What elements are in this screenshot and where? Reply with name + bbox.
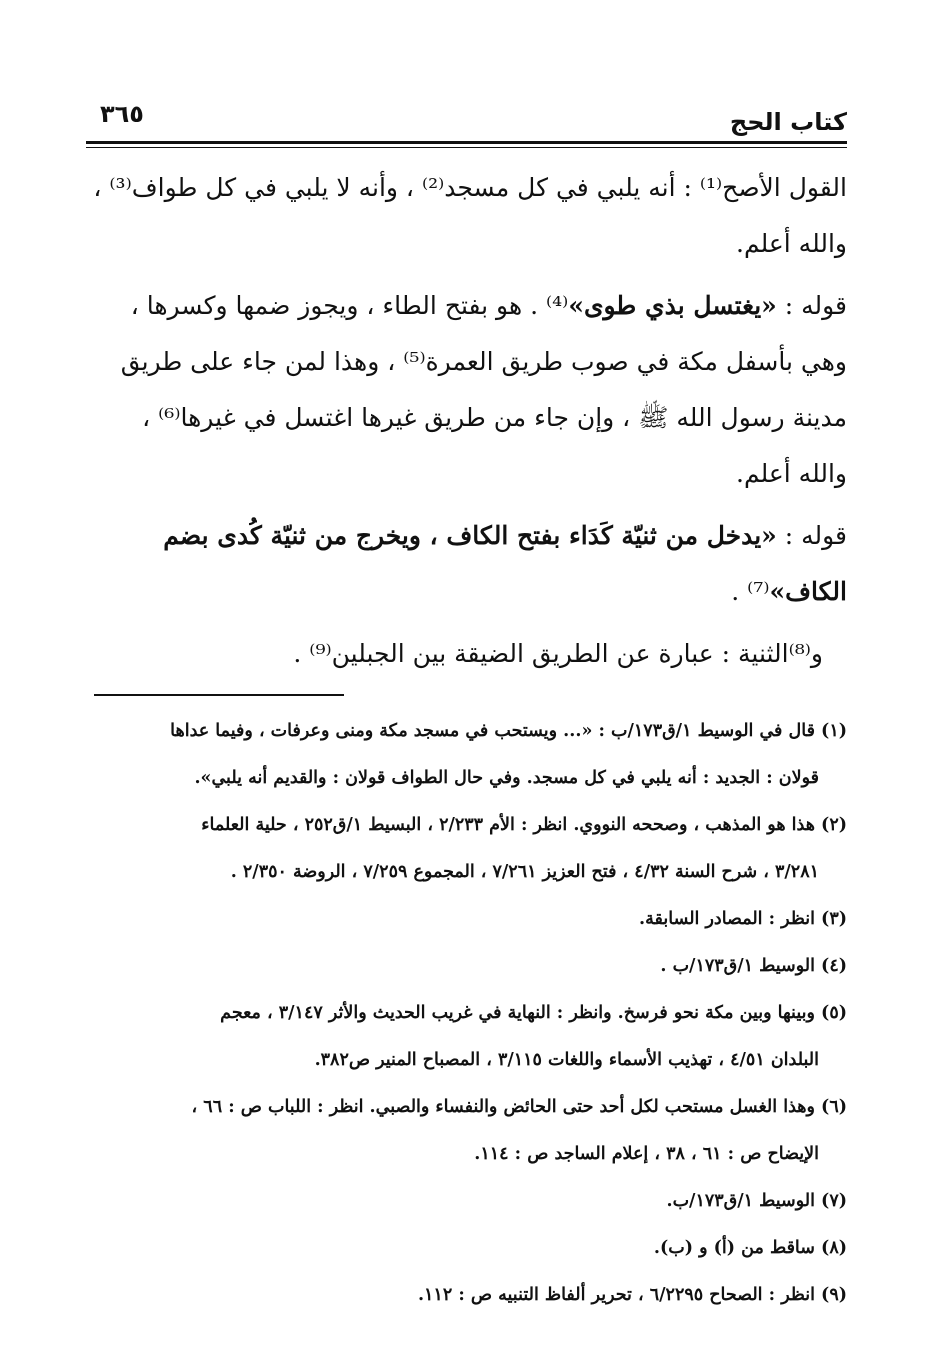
footnote-line: (٧) الوسيط ١/ق١٧٣/ب. — [666, 1191, 847, 1211]
running-header-title: كتاب الحج — [729, 108, 847, 136]
text-line: وهي بأسفل مكة في صوب طريق العمرة⁽⁵⁾ ، وهذا لمن جاء على طريق — [120, 347, 847, 376]
quoted-text: «يدخل من ثنيّة كَدَاء بفتح الكاف ، ويخرج من ثنيّة كُدى بضم — [163, 521, 777, 550]
footnote-4 — [80, 943, 847, 990]
footnote-line: (٩) انظر : الصحاح ٦/٢٢٩٥ ، تحرير ألفاظ التنبيه ص : ١١٢. — [417, 1285, 847, 1305]
quote-intro: قوله : — [776, 291, 847, 320]
footnote-2 — [80, 802, 847, 896]
footnote-1 — [80, 708, 847, 802]
footnote-line: (٥) وبينها وبين مكة نحو فرسخ. وانظر : النهاية في غريب الحديث والأثر ٣/١٤٧ ، معجم — [220, 1003, 847, 1023]
text-line: والله أعلم. — [736, 459, 847, 488]
text-line — [86, 564, 847, 620]
footnote-line: الإيضاح ص : ٦١ ، ٣٨ ، إعلام الساجد ص : ١١٤. — [474, 1144, 819, 1164]
main-text — [86, 160, 847, 688]
footnote-5 — [80, 990, 847, 1084]
footnote-6 — [80, 1084, 847, 1178]
text-line: القول الأصح⁽¹⁾ : أنه يلبي في كل مسجد⁽²⁾ ، وأنه لا يلبي في كل طواف⁽³⁾ ، — [93, 173, 847, 202]
page-number: ٣٦٥ — [100, 100, 144, 128]
footnote-line: (٤) الوسيط ١/ق١٧٣/ب . — [660, 956, 847, 976]
text-line — [86, 508, 847, 564]
commentary-text: ⁽⁴⁾ . هو بفتح الطاء ، ويجوز ضمها وكسرها ، — [130, 291, 569, 320]
text-line: و⁽⁸⁾الثنية : عبارة عن الطريق الضيقة بين الجبلين⁽⁹⁾ . — [293, 639, 823, 668]
footnote-3 — [80, 896, 847, 943]
footnote-line: (٣) انظر : المصادر السابقة. — [639, 909, 847, 929]
footnote-line: (٦) وهذا الغسل مستحب لكل أحد حتى الحائض والنفساء والصبي. انظر : اللباب ص : ٦٦ ، — [191, 1097, 847, 1117]
footnote-9 — [80, 1272, 847, 1319]
footnotes — [80, 708, 847, 1319]
paragraph-4 — [86, 626, 847, 682]
footnote-line: البلدان ٤/٥١ ، تهذيب الأسماء واللغات ٣/١١٥ ، المصباح المنير ص٣٨٢. — [314, 1050, 819, 1070]
paragraph-1 — [86, 160, 847, 272]
footnote-line: (٢) هذا هو المذهب ، وصححه النووي. انظر : الأم ٢/٢٣٣ ، البسيط ١/ق٢٥٢ ، حلية العلماء — [201, 815, 847, 835]
footnote-line: ٣/٢٨١ ، شرح السنة ٤/٣٢ ، فتح العزيز ٧/٢٦١ ، المجموع ٧/٢٥٩ ، الروضة ٢/٣٥٠ . — [230, 862, 819, 882]
header-rule-thin — [86, 147, 847, 148]
quote-intro: قوله : — [776, 521, 847, 550]
paragraph-2 — [86, 278, 847, 502]
footnote-line: (١) قال في الوسيط ١/ق١٧٣/ب : «... ويستحب في مسجد مكة ومنى وعرفات ، وفيما عداها — [170, 721, 847, 741]
footnote-line: قولان : الجديد : أنه يلبي في كل مسجد. وفي حال الطواف قولان : والقديم أنه يلبي». — [194, 768, 819, 788]
quoted-text: «يغتسل بذي طوى» — [568, 291, 777, 320]
text-line: مدينة رسول الله ﷺ ، وإن جاء من طريق غيرها اغتسل في غيرها⁽⁶⁾ ، — [142, 403, 847, 432]
header-rule-thick — [86, 141, 847, 144]
text-line — [86, 278, 847, 334]
footnote-line: (٨) ساقط من (أ) و (ب). — [653, 1238, 847, 1258]
footnote-8 — [80, 1225, 847, 1272]
quoted-text: الكاف» — [769, 577, 847, 606]
commentary-text: ⁽⁷⁾ . — [731, 577, 770, 606]
footnote-separator — [94, 694, 344, 696]
paragraph-3 — [86, 508, 847, 620]
footnote-7 — [80, 1178, 847, 1225]
text-line: والله أعلم. — [736, 229, 847, 258]
